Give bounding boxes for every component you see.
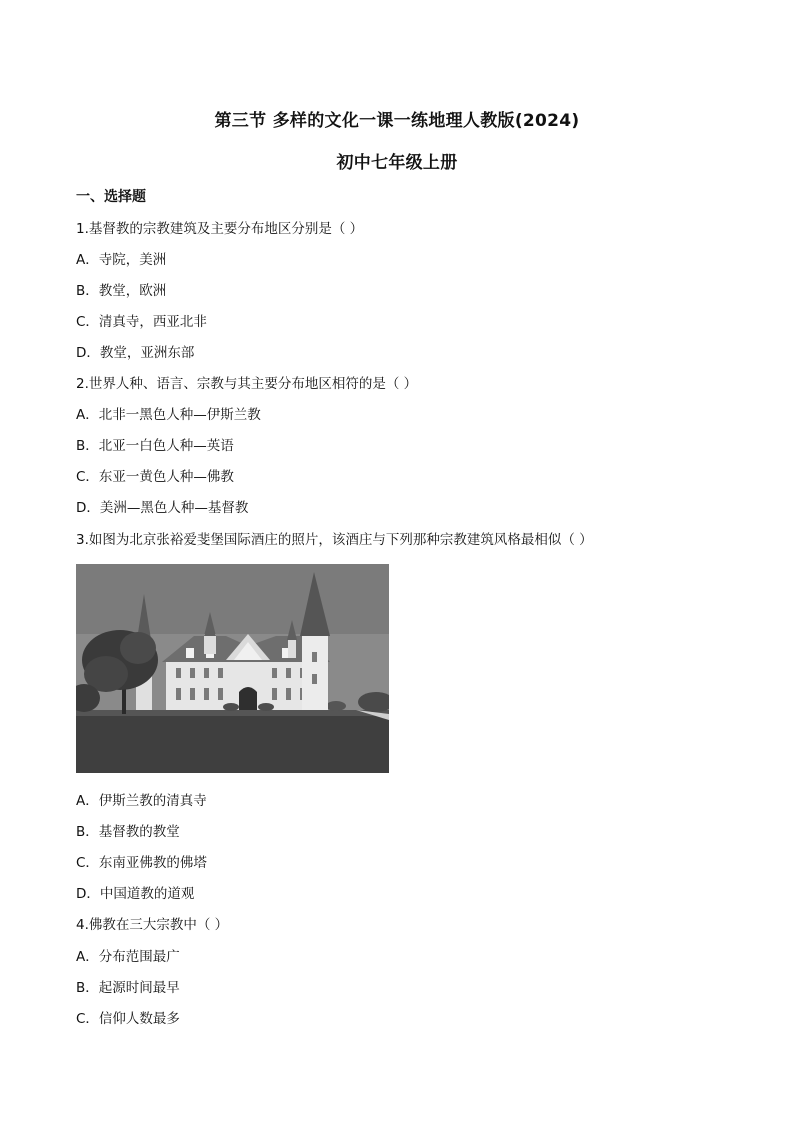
question-1-option-d: D．教堂，亚洲东部 (76, 345, 195, 361)
question-3-option-a: A．伊斯兰教的清真寺 (76, 793, 207, 809)
question-3-option-b: B．基督教的教堂 (76, 824, 180, 840)
question-4-option-a: A．分布范围最广 (76, 949, 180, 965)
castle-photo-image (76, 564, 389, 773)
section-heading: 一、选择题 (76, 189, 146, 205)
question-2-option-c: C．东亚一黄色人种—佛教 (76, 469, 234, 485)
question-4-option-b: B．起源时间最早 (76, 980, 180, 996)
document-subtitle: 初中七年级上册 (336, 153, 458, 173)
question-3-option-d: D．中国道教的道观 (76, 886, 195, 902)
question-2-stem: 2.世界人种、语言、宗教与其主要分布地区相符的是（ ） (76, 376, 418, 392)
question-1-option-c: C．清真寺，西亚北非 (76, 314, 207, 330)
question-3-stem: 3.如图为北京张裕爱斐堡国际酒庄的照片，该酒庄与下列那种宗教建筑风格最相似（ ） (76, 532, 593, 548)
question-2-option-b: B．北亚一白色人种—英语 (76, 438, 234, 454)
question-1-option-a: A．寺院，美洲 (76, 252, 167, 268)
question-2-option-a: A．北非一黑色人种—伊斯兰教 (76, 407, 261, 423)
question-4-option-c: C．信仰人数最多 (76, 1011, 180, 1027)
question-4-stem: 4.佛教在三大宗教中（ ） (76, 917, 229, 933)
question-1-stem: 1.基督教的宗教建筑及主要分布地区分别是（ ） (76, 221, 364, 237)
question-1-option-b: B．教堂，欧洲 (76, 283, 167, 299)
question-3-option-c: C．东南亚佛教的佛塔 (76, 855, 207, 871)
question-2-option-d: D．美洲—黑色人种—基督教 (76, 500, 249, 516)
document-title: 第三节 多样的文化一课一练地理人教版(2024) (214, 111, 580, 131)
